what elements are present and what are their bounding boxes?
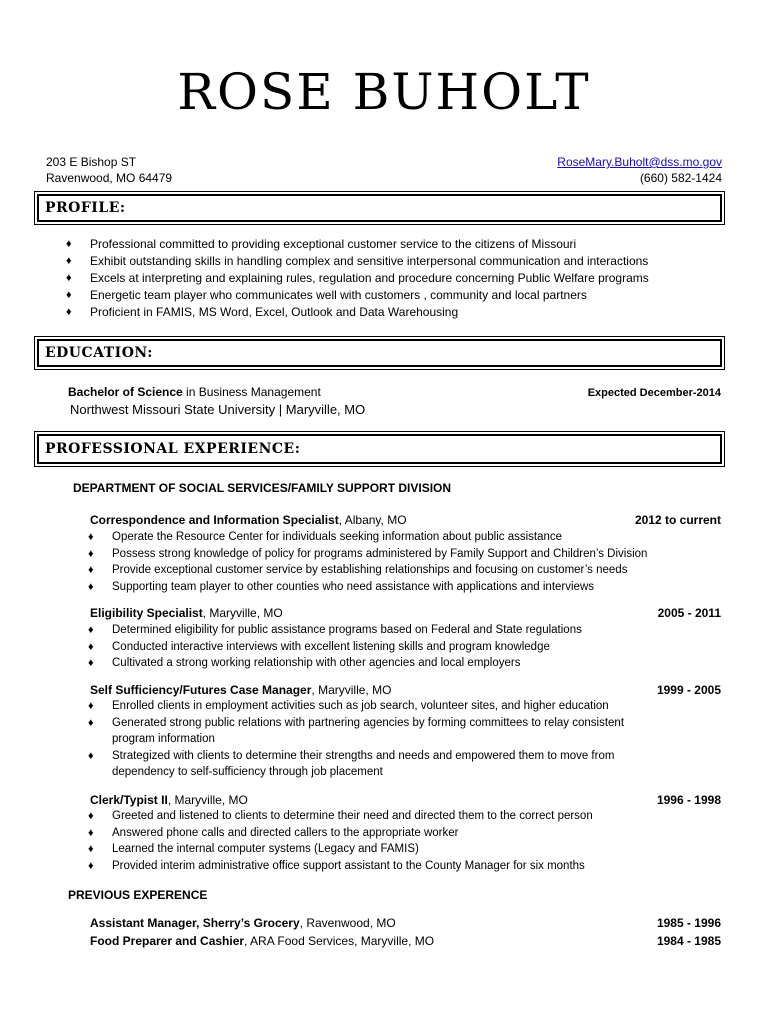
school-name: Northwest Missouri State University | Maryville, MO [70, 402, 366, 417]
diamond-bullet-icon: ♦ [66, 255, 72, 267]
job-title: Correspondence and Information Specialist [90, 513, 339, 527]
previous-job-line [90, 933, 434, 949]
list-item: ♦ Supporting team player to other counties who need assistance with applications and interviews [88, 579, 647, 596]
list-item: ♦ Conducted interactive interviews with excellent listening skills and program knowledge [88, 639, 582, 656]
job-title: Clerk/Typist II [90, 793, 168, 807]
list-item: ♦ Exhibit outstanding skills in handling complex and sensitive interpersonal communication and interactions [66, 254, 649, 268]
diamond-bullet-icon: ♦ [66, 289, 72, 301]
job-location: , Maryville, MO [167, 793, 248, 807]
diamond-bullet-icon: ♦ [88, 810, 94, 822]
job-title-line [90, 512, 407, 528]
job-bullets [88, 622, 582, 672]
experience-heading-box [37, 434, 722, 464]
job-dates: 1999 - 2005 [656, 683, 721, 697]
list-item: ♦ Determined eligibility for public assistance programs based on Federal and State regulations [88, 622, 582, 639]
list-item: ♦ Energetic team player who communicates well with customers , community and local partners [66, 288, 587, 302]
list-item: ♦ Provided interim administrative office support assistant to the County Manager for six months [88, 858, 593, 875]
job-location: , Maryville, MO [311, 683, 392, 697]
list-item: dependency to self-sufficiency through job placement [112, 766, 383, 779]
previous-job-dates: 1985 - 1996 [656, 916, 721, 930]
degree-line [68, 384, 321, 400]
diamond-bullet-icon: ♦ [88, 657, 94, 670]
job-bullets [88, 529, 647, 595]
diamond-bullet-icon: ♦ [66, 306, 72, 318]
diamond-bullet-icon: ♦ [88, 624, 94, 636]
street-address: 203 E Bishop ST [46, 155, 137, 169]
diamond-bullet-icon: ♦ [88, 826, 94, 839]
experience-heading: PROFESSIONAL EXPERIENCE: [45, 441, 301, 457]
job-dates: 1996 - 1998 [656, 793, 721, 807]
list-item: ♦ Proficient in FAMIS, MS Word, Excel, Outlook and Data Warehousing [66, 305, 459, 319]
previous-heading: PREVIOUS EXPERENCE [68, 888, 208, 902]
degree-field: in Business Management [182, 385, 321, 399]
profile-list [66, 236, 649, 321]
list-item: ♦ Professional committed to providing exceptional customer service to the citizens of Missouri [66, 237, 577, 251]
diamond-bullet-icon: ♦ [88, 716, 94, 729]
profile-heading-box [37, 194, 722, 222]
profile-heading: PROFILE: [45, 200, 126, 216]
previous-job-title: Food Preparer and Cashier [90, 934, 245, 948]
diamond-bullet-icon: ♦ [88, 700, 94, 712]
diamond-bullet-icon: ♦ [88, 749, 94, 762]
list-item: ♦ Possess strong knowledge of policy for programs administered by Family Support and Children’s Division [88, 546, 647, 563]
diamond-bullet-icon: ♦ [88, 547, 94, 560]
job-title-line [90, 605, 283, 621]
list-item: ♦ Operate the Resource Center for individuals seeking information about public assistance [88, 529, 647, 546]
list-item: ♦ Enrolled clients in employment activities such as job search, volunteer sites, and higher education [88, 698, 624, 715]
diamond-bullet-icon: ♦ [88, 640, 94, 653]
previous-job-line [90, 915, 396, 931]
diamond-bullet-icon: ♦ [88, 564, 94, 577]
list-item: ♦ Generated strong public relations with partnering agencies by forming committees to relay consistent [88, 715, 624, 732]
job-title-line [90, 792, 248, 808]
address-block [46, 154, 172, 186]
education-heading: EDUCATION: [45, 345, 153, 361]
previous-job-location: , ARA Food Services, Maryville, MO [244, 934, 435, 948]
education-heading-box [37, 339, 722, 367]
job-dates: 2005 - 2011 [657, 606, 721, 620]
contact-block [557, 154, 722, 186]
job-title: Self Sufficiency/Futures Case Manager [90, 683, 312, 697]
diamond-bullet-icon: ♦ [66, 238, 72, 250]
list-item: ♦ Answered phone calls and directed callers to the appropriate worker [88, 825, 593, 842]
list-item: ♦ Strategized with clients to determine their strengths and needs and empowered them to move from [88, 748, 624, 765]
resume-name: ROSE BUHOLT [177, 63, 591, 121]
diamond-bullet-icon: ♦ [88, 843, 94, 856]
email-link[interactable]: RoseMary.Buholt@dss.mo.gov [557, 155, 722, 169]
job-bullets [88, 698, 624, 781]
department-title: DEPARTMENT OF SOCIAL SERVICES/FAMILY SUPPORT DIVISION [73, 481, 452, 495]
job-bullets [88, 808, 593, 874]
phone-number: (660) 582-1424 [639, 171, 722, 185]
list-item: ♦ Provide exceptional customer service by establishing relationships and focusing on customer’s needs [88, 562, 647, 579]
list-item: ♦ Cultivated a strong working relationship with other agencies and local employers [88, 655, 582, 672]
job-location: , Albany, MO [338, 513, 407, 527]
job-title-line [90, 682, 391, 698]
city-state-zip: Ravenwood, MO 64479 [46, 171, 173, 185]
list-item: ♦ Learned the internal computer systems (Legacy and FAMIS) [88, 841, 593, 858]
job-title: Eligibility Specialist [90, 606, 203, 620]
list-item: ♦ Excels at interpreting and explaining rules, regulation and procedure concerning Public Welfare programs [66, 271, 649, 285]
previous-job-dates: 1984 - 1985 [656, 934, 721, 948]
job-location: , Maryville, MO [202, 606, 283, 620]
diamond-bullet-icon: ♦ [88, 531, 94, 543]
list-item: program information [112, 733, 215, 746]
diamond-bullet-icon: ♦ [66, 272, 72, 284]
diamond-bullet-icon: ♦ [88, 859, 94, 872]
degree: Bachelor of Science [68, 385, 183, 399]
job-dates: 2012 to current [634, 513, 721, 527]
diamond-bullet-icon: ♦ [88, 580, 94, 593]
list-item: ♦ Greeted and listened to clients to determine their need and directed them to the correct person [88, 808, 593, 825]
expected-date: Expected December-2014 [587, 387, 721, 399]
previous-job-title: Assistant Manager, Sherry’s Grocery [90, 916, 300, 930]
previous-job-location: , Ravenwood, MO [299, 916, 396, 930]
